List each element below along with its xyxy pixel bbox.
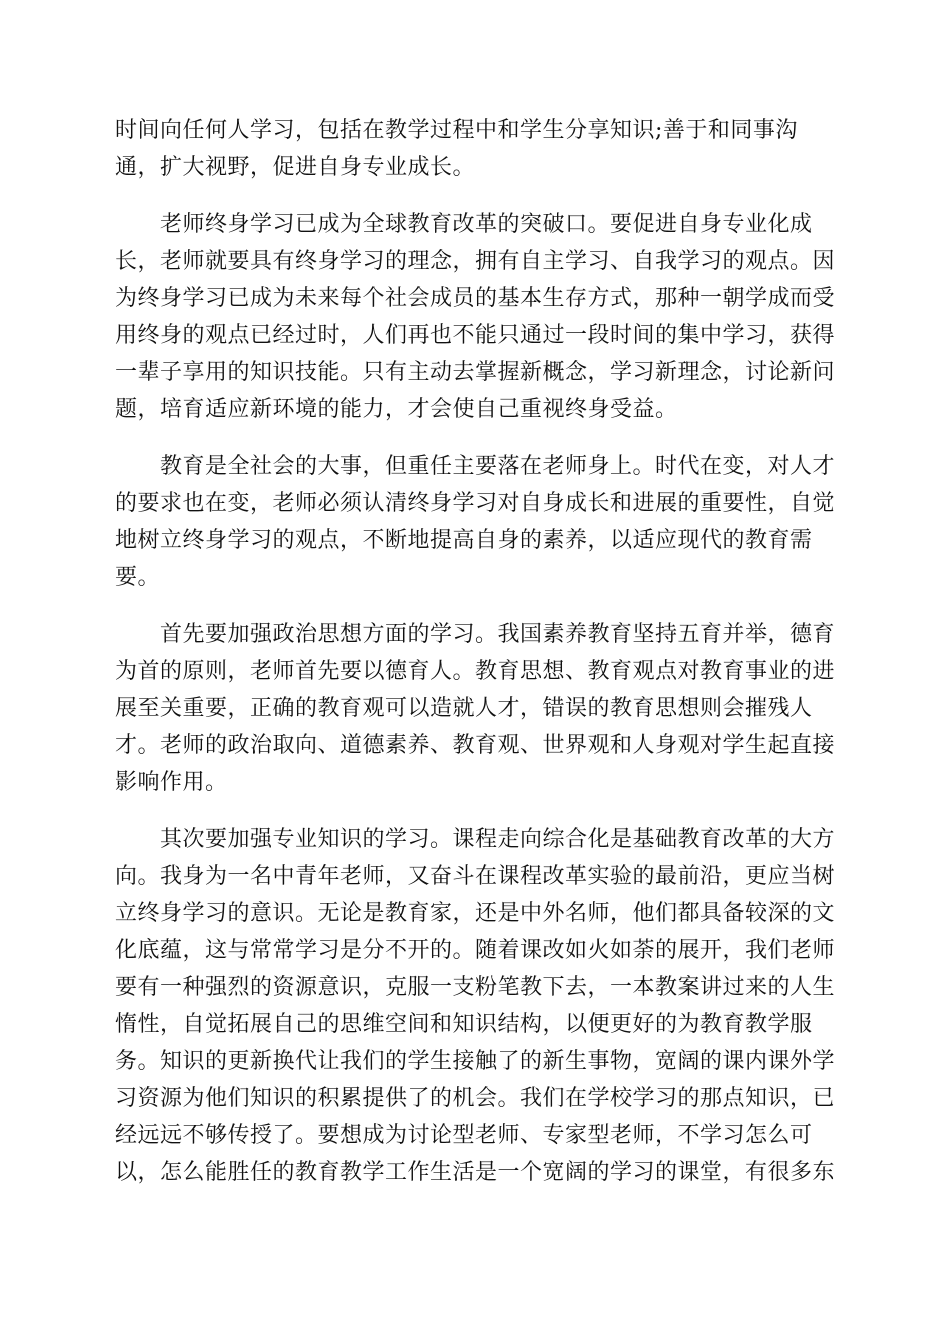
text-line: 惰性，自觉拓展自己的思维空间和知识结构，以便更好的为教育教学服 — [115, 1012, 813, 1037]
paragraph-3 — [115, 448, 836, 596]
text-line: 题，培育适应新环境的能力，才会使自己重视终身受益。 — [115, 397, 678, 422]
text-line: 教育是全社会的大事，但重任主要落在老师身上。时代在变，对人才 — [115, 454, 836, 479]
text-line: 的要求也在变，老师必须认清终身学习对自身成长和进展的重要性，自觉 — [115, 491, 836, 516]
text-line: 其次要加强专业知识的学习。课程走向综合化是基础教育改革的大方 — [115, 827, 836, 852]
text-line: 立终身学习的意识。无论是教育家，还是中外名师，他们都具备较深的文 — [115, 901, 836, 926]
text-line: 影响作用。 — [115, 770, 228, 795]
text-line: 老师终身学习已成为全球教育改革的突破口。要促进自身专业化成 — [115, 212, 813, 237]
document-page — [115, 112, 836, 1211]
text-line: 展至关重要，正确的教育观可以造就人才，错误的教育思想则会摧残人 — [115, 696, 813, 721]
text-line: 为首的原则，老师首先要以德育人。教育思想、教育观点对教育事业的进 — [115, 659, 836, 684]
paragraph-1 — [115, 112, 830, 186]
paragraph-2 — [115, 206, 836, 428]
text-line: 地树立终身学习的观点，不断地提高自身的素养，以适应现代的教育需 — [115, 528, 813, 553]
text-line: 以，怎么能胜任的教育教学工作生活是一个宽阔的学习的课堂，有很多东 — [115, 1160, 836, 1185]
text-line: 通，扩大视野，促进自身专业成长。 — [115, 155, 476, 180]
text-line: 要有一种强烈的资源意识，克服一支粉笔教下去，一本教案讲过来的人生 — [115, 975, 836, 1000]
text-line: 首先要加强政治思想方面的学习。我国素养教育坚持五育并举，德育 — [115, 622, 836, 647]
paragraph-5 — [115, 821, 836, 1191]
paragraph-4 — [115, 616, 836, 801]
text-line: 用终身的观点已经过时，人们再也不能只通过一段时间的集中学习，获得 — [115, 323, 836, 348]
text-line: 一辈子享用的知识技能。只有主动去掌握新概念，学习新理念，讨论新问 — [115, 360, 836, 385]
text-line: 经远远不够传授了。要想成为讨论型老师、专家型老师，不学习怎么可 — [115, 1123, 813, 1148]
text-line: 务。知识的更新换代让我们的学生接触了的新生事物，宽阔的课内课外学 — [115, 1049, 836, 1074]
text-line: 向。我身为一名中青年老师，又奋斗在课程改革实验的最前沿，更应当树 — [115, 864, 836, 889]
text-line: 化底蕴，这与常常学习是分不开的。随着课改如火如荼的展开，我们老师 — [115, 938, 836, 963]
text-line: 为终身学习已成为未来每个社会成员的基本生存方式，那种一朝学成而受 — [115, 286, 836, 311]
text-line: 习资源为他们知识的积累提供了的机会。我们在学校学习的那点知识，已 — [115, 1086, 836, 1111]
text-line: 才。老师的政治取向、道德素养、教育观、世界观和人身观对学生起直接 — [115, 733, 836, 758]
text-line: 时间向任何人学习，包括在教学过程中和学生分享知识;善于和同事沟 — [115, 118, 798, 143]
text-line: 长，老师就要具有终身学习的理念，拥有自主学习、自我学习的观点。因 — [115, 249, 836, 274]
text-line: 要。 — [115, 565, 161, 590]
